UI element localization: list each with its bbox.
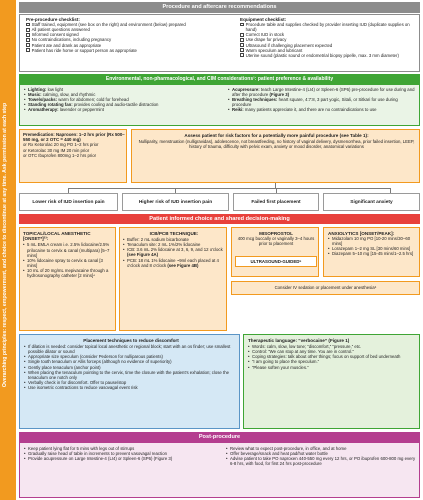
pre-checklist-item-label: No contraindications, including pregnancy (31, 37, 112, 43)
premedication-option: or OTC Ibuprofen 800mg 1–2 hrs prior (23, 152, 97, 158)
equipment-checklist-item-label: Ultrasound if challenging placement expected (245, 42, 333, 48)
icb-pcb-box (119, 227, 227, 331)
equipment-checklist-item-label: Uterine sound (plastic sound or endometrial biopsy pipelle, max. 3 mm diameter) (245, 52, 399, 58)
therapeutic-item: • Control: “We can stop at any time. You are in control.” (248, 349, 418, 354)
topical-title: TOPICAL/LOCAL ANESTHETIC [ONSET*]²³: (23, 231, 91, 242)
pre-checklist-item (26, 48, 216, 53)
equipment-checklist-item-label: Correct IUD in stock (245, 32, 285, 38)
risk-box-failed: Failed first placement (233, 193, 319, 211)
post-left-item: • Provide acupressure on Large Intestine-4 (LI4) or Spleen-6 (SP6) (Figure 3) (24, 456, 220, 461)
icb-list (123, 237, 225, 268)
risk-factors-text: Nulliparity, menstruation (nulligravidas), adolescence, not breastfeeding, no history of vaginal delivery, dysmenorrhea, prior failed insertion, LEEP, history of trauma, difficulty with pelvic exam, anxiety or mood disorder, anatomical variations (138, 139, 415, 150)
equipment-checklist-title: Equipment checklist: (240, 17, 287, 22)
environment-left-item: • Standing rotating fan: provides cooling and audio-tactile distraction (24, 102, 159, 108)
placement-item: • Gently place tenaculum (anchor point) (24, 365, 238, 370)
checkbox-icon[interactable] (240, 43, 244, 47)
anxiolytics-box (323, 227, 420, 277)
checkbox-icon[interactable] (240, 33, 244, 37)
iv-sedation-note: Consider IV sedation or placement under anesthesia⁶ (231, 281, 420, 295)
post-left-list (24, 446, 220, 461)
placement-item: • Appropriate size speculum (consider Pederson for nulliparous patients) (24, 354, 238, 359)
equipment-checklist-item-label: Use drape for privacy (245, 37, 287, 43)
environment-right-item: • Reiki: many patients appreciate it, and there are no contraindications to use (228, 107, 377, 113)
topical-item: • 5 mL EMLA cream i.e. 2.5% lidocaine/2.5% prilocaine to cervix & canal (multipara) [5–7 mins] (23, 242, 114, 257)
placement-item: • If dilation is needed: consider topical local anesthetic or regional block; start with an os finder; use smallest possible dilator or sound (24, 344, 238, 354)
checkbox-icon[interactable] (26, 48, 30, 52)
placement-item: • Single tooth tenaculum or Allis forceps (although no evidence of superiority) (24, 359, 238, 364)
checkbox-icon[interactable] (240, 53, 244, 57)
checklist-panel (19, 14, 420, 72)
anxiolytics-title: ANXIOLYTICS [ONSET/PEAK]: (328, 231, 395, 236)
post-right-item: • Review what to expect post-procedure, in office, and at home (226, 446, 418, 451)
therapeutic-item: • “I am going to place the speculum.” (248, 359, 418, 364)
anxiolytic-item: • Midazolam 10 mg PO [10-20 mins/30–60 mins] (328, 236, 418, 246)
environment-left-list (24, 87, 220, 112)
premedication-title: Premedication: Naproxen: 1–2 hrs prior (Rx 500–550 mg, or 2 OTC = 440 mg) (23, 132, 125, 143)
pre-checklist-title: Pre-procedure checklist: (26, 17, 80, 22)
placement-title: Placement techniques to reduce discomfort (83, 338, 179, 343)
risk-assessment-box (131, 129, 420, 183)
pre-procedure-checklist (26, 17, 216, 53)
premedication-option: or Ketorolac 30 mg IM 20 min prior (23, 147, 90, 153)
equipment-checklist-item-label: Warm speculum and lubricant (245, 47, 303, 53)
therapeutic-item: • Coping strategies: talk about other things; focus on support of bed underneath (248, 354, 418, 359)
environment-header: Environmental, non-pharmacological, and CIM considerations¹: patient preference & availability (19, 74, 420, 84)
environment-left-item: • Aromatherapy: lavender or peppermint (24, 107, 104, 113)
icb-item: • Tenaculum site: 2 mL 1%/2% lidocaine (123, 242, 225, 247)
pre-checklist-item-label: Staff trained, equipment (see box on the right) and environment (below) prepared (31, 22, 186, 28)
pre-checklist-item-label: Patient has ride home or support person as appropriate (31, 47, 137, 53)
anxiolytic-item: • Diazepam 5–10 mg [15-45 mins/1–2.5 hrs] (328, 251, 418, 256)
pre-checklist-item-label: Informed consent signed (31, 32, 79, 38)
anxiolytics-list (328, 236, 418, 256)
post-left-item: • Gradually raise head of table in increments to prevent vasovagal reaction (24, 451, 220, 456)
checkbox-icon[interactable] (26, 43, 30, 47)
environment-left-item: • Lighting: low light (24, 87, 64, 92)
post-right-item: • Advise patient to take PO naproxen 440-550 mg every 12 hrs, or PO ibuprofen 600-800 mg every 6-8 hrs, with food, for first 24 hrs post-procedure (226, 456, 418, 466)
ultrasound-guided: ULTRASOUND-GUIDED⁵ (235, 256, 317, 267)
environment-panel (19, 84, 420, 126)
topical-list (23, 242, 114, 278)
icb-item: • ICB: 3.6 mL 2% lidocaine at 3, 6, 9, and 12 o'clock (see Figure 4A) (123, 247, 225, 257)
anxiolytic-item: • Lorazepam 1–2 mg SL [30 mins/60 mins] (328, 246, 418, 251)
risk-box-anxiety: Significant anxiety (323, 193, 420, 211)
checkbox-icon[interactable] (26, 33, 30, 37)
premedication-box (19, 129, 127, 183)
connector-line (68, 188, 390, 189)
misoprostol-title: MISOPROSTOL (259, 231, 293, 236)
pre-checklist-item-label: Patient ate and drank as appropriate (31, 42, 102, 48)
post-right-list (226, 446, 418, 466)
post-procedure-header: Post-procedure (19, 432, 420, 442)
placement-list (24, 344, 238, 390)
placement-techniques-box (19, 334, 240, 429)
icb-title: ICB/PCB TECHNIQUE: (149, 231, 199, 236)
premedication-options (23, 142, 125, 157)
icb-item: • PCB: 18 mL 1% lidocaine ~9ml each placed at 4 o'clock and 8 o'clock (see Figure 4B) (123, 258, 225, 268)
topical-anesthetic-box (19, 227, 116, 331)
misoprostol-text: 400 mcg buccally or vaginally 3–4 hours prior to placement (237, 236, 315, 247)
therapeutic-list (248, 344, 418, 369)
topical-item: • 10 mL of 20 mg/mL mepivacaine through a hydrosonography catheter [2 mins]⁴ (23, 268, 114, 278)
post-left-item: • Keep patient lying flat for 5 mins with legs out of stirrups (24, 446, 220, 451)
risk-box-higher: Higher risk of IUD insertion pain (122, 193, 229, 211)
icb-item: • Buffer: 2 mL sodium bicarbonate (123, 237, 225, 242)
checkbox-icon[interactable] (26, 38, 30, 42)
checkbox-icon[interactable] (26, 28, 30, 32)
misoprostol-box (231, 227, 319, 277)
post-right-item: • Offer beverage/snack and heat pad/hot water bottle (226, 451, 418, 456)
equipment-checklist-item-label: Procedure table and supplies checked by provider inserting IUD (duplicate supplies on hand) (245, 22, 410, 33)
checkbox-icon[interactable] (240, 23, 244, 27)
therapeutic-item: • Words: calm, slow, low tone; “discomfort,” “pressure,” etc. (248, 344, 418, 349)
checkbox-icon[interactable] (26, 23, 30, 27)
placement-item: • Verbally check in for discomfort. Offer to pause/stop (24, 380, 238, 385)
shared-decision-bar: Patient informed choice and shared decision-making (19, 214, 420, 224)
placement-item: • When placing the tenaculum pointing to the cervix, time the closure with the patient's exhalation; close the tenaculum one notch only (24, 370, 238, 380)
equipment-checklist-item (240, 53, 418, 58)
environment-left-item: • Music: calming, slow, and rhythmic (24, 92, 96, 98)
placement-item: • Use isometric contractions to reduce vasovagal event risk (24, 385, 238, 390)
page-title: Procedure and aftercare recommendations (19, 2, 420, 13)
checkbox-icon[interactable] (240, 38, 244, 42)
premedication-option: or Rx Ketorolac 20 mg PO 1–2 hrs prior (23, 142, 99, 148)
equipment-checklist (240, 17, 418, 58)
equipment-checklist-item (240, 22, 418, 32)
risk-assessment-title: Assess patient for risk factors for a potentially more painful procedure (see Table 1): (184, 133, 369, 138)
environment-right-list (228, 87, 418, 112)
environment-right-item: • Acupressure: teach Large Intestine-4 (LI4) or Spleen-6 (SP6) pre-procedure for use during and after the procedure (Figure 3) (228, 87, 415, 98)
environment-right-item: • Breathing techniques: heart square, 4:7:8, 3 part yogic, Sitali, or Sitkari for use during procedure (228, 97, 398, 108)
therapeutic-language-box (243, 334, 420, 429)
topical-item: • 10% lidocaine spray to cervix & canal [3 mins] (23, 258, 114, 268)
post-procedure-panel (19, 442, 420, 498)
therapeutic-item: • “Please soften your muscles.” (248, 365, 418, 370)
principles-label: Overarching principles: respect, empowerment, and choice to discontinue at any time. Ask permission at each step (2, 102, 8, 388)
environment-left-item: • Towels/packs: warm for abdomen; cold for forehead (24, 97, 129, 103)
risk-box-lower: Lower risk of IUD insertion pain (19, 193, 118, 211)
checkbox-icon[interactable] (240, 48, 244, 52)
therapeutic-title: Therapeutic language: “verbocaine” (Figure 1) (248, 338, 350, 343)
pre-checklist-item-label: All patient questions answered (31, 27, 90, 33)
